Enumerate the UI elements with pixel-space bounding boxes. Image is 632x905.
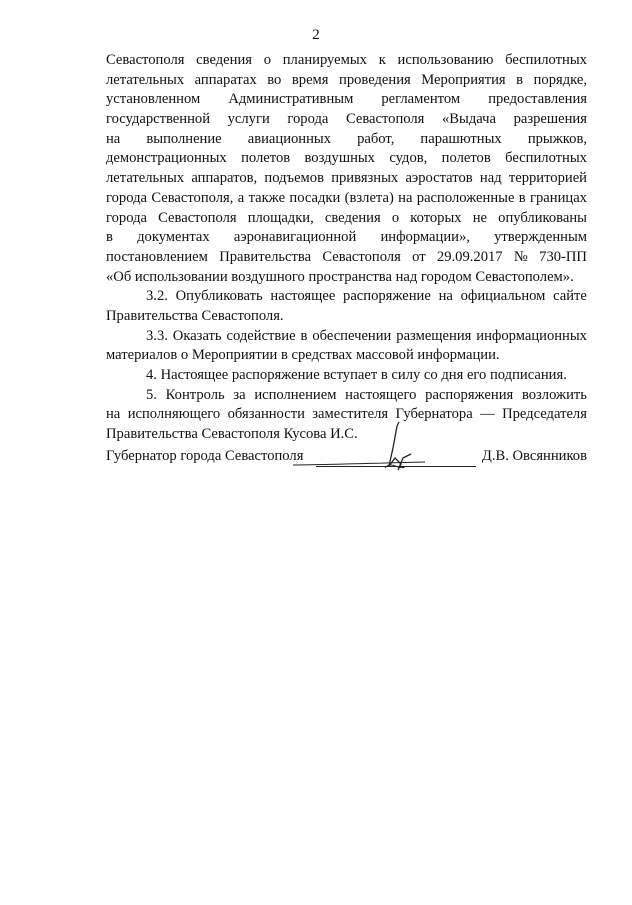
signatory-title: Губернатор города Севастополя xyxy=(106,448,304,464)
text-line: 3.3. Оказать содействие в обеспечении размещения информационных xyxy=(146,327,587,344)
text-line: Правительства Севастополя. xyxy=(106,307,284,324)
text-line: «Об использовании воздушного пространства над городом Севастополем». xyxy=(106,268,574,285)
text-line: на выполнение авиационных работ, парашютных прыжков, xyxy=(106,130,587,147)
text-line: демонстрационных полетов воздушных судов, полетов беспилотных xyxy=(106,150,587,167)
text-line: города Севастополя площадки, сведения о которых не опубликованы xyxy=(106,209,587,226)
text-line: установленном Административным регламентом предоставления xyxy=(106,91,587,108)
text-line: 3.2. Опубликовать настоящее распоряжение на официальном сайте xyxy=(146,288,587,305)
text-line: Севастополя сведения о планируемых к использованию беспилотных xyxy=(106,52,587,68)
text-line: в документах аэронавигационной информации», утвержденным xyxy=(106,229,587,246)
paragraph-3-1-continuation xyxy=(106,51,587,287)
text-line: Правительства Севастополя Кусова И.С. xyxy=(106,426,358,443)
page-number: 2 xyxy=(312,27,320,43)
document-body xyxy=(106,51,587,445)
text-line: 5. Контроль за исполнением настоящего распоряжения возложить xyxy=(146,386,587,403)
text-line: летательных аппаратах во время проведения Мероприятия в порядке, xyxy=(106,71,587,88)
text-line: на исполняющего обязанности заместителя Губернатора — Председателя xyxy=(106,406,587,423)
text-line: материалов о Мероприятии в средствах массовой информации. xyxy=(106,347,500,364)
signature-line xyxy=(316,466,476,467)
paragraph-3-3 xyxy=(106,327,587,366)
signatory-name: Д.В. Овсянников xyxy=(481,448,587,464)
paragraph-4: 4. Настоящее распоряжение вступает в силу со дня его подписания. xyxy=(146,367,567,383)
text-line: государственной услуги города Севастополя «Выдача разрешения xyxy=(106,111,587,128)
text-line: летательных аппаратов, подъемов привязных аэростатов над территорией xyxy=(106,170,587,187)
signature-block xyxy=(106,448,587,478)
text-line: города Севастополя, а также посадки (взлета) на расположенные в границах xyxy=(106,189,587,206)
text-line: постановлением Правительства Севастополя от 29.09.2017 № 730-ПП xyxy=(106,248,587,265)
paragraph-3-2 xyxy=(106,287,587,326)
